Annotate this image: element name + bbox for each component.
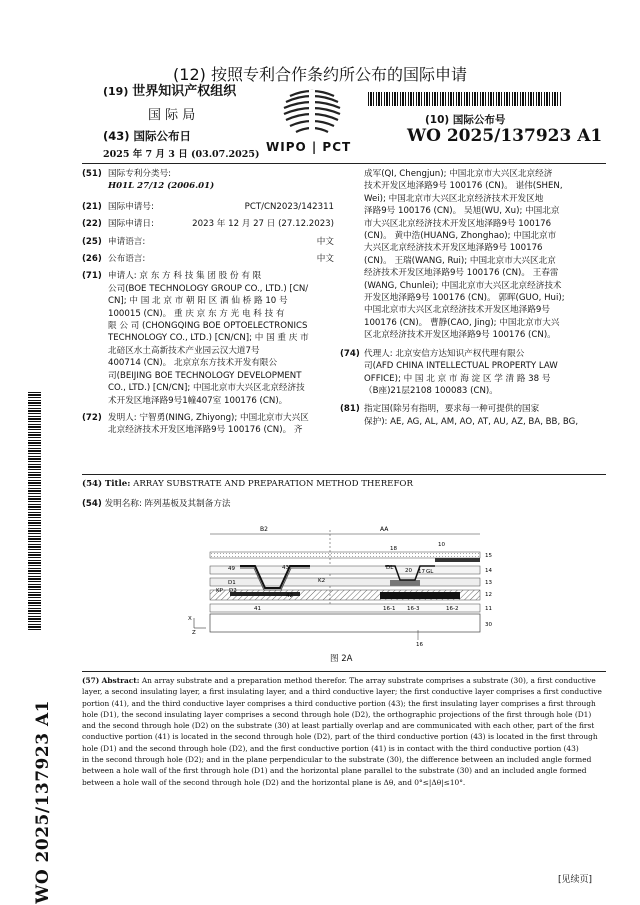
field-22: [82, 218, 334, 230]
left-column: [82, 168, 334, 437]
inventors-text: [108, 412, 334, 437]
abstract-divider: [82, 671, 606, 672]
field-25: [82, 236, 334, 248]
title-label: Title:: [104, 479, 131, 489]
text-line: (CN)。 王瑞(WANG, Rui); 中国北京市大兴区北京: [364, 255, 556, 266]
field-26: [82, 253, 334, 265]
text-line: 技术开发区地泽路9号 100176 (CN)。 谌伟(SHEN,: [364, 181, 563, 192]
field-code: (22): [82, 219, 102, 230]
text-line: （B座)21层2108 100083 (CN)。: [364, 385, 498, 396]
field-code: (54): [82, 479, 103, 489]
text-line: between a hole wall of the first through hole (D1) and the horizontal plane parallel to the substrate (30) and an included angle formed: [82, 766, 587, 776]
text-line: 中国北京市大兴区北京经济技术开发区地泽路9号: [364, 305, 550, 316]
label-16-1: 16-1: [383, 606, 396, 612]
text-line: 泽路9号 100176 (CN)。 吴旭(WU, Xu); 中国北京: [364, 206, 560, 217]
wipo-logo: [266, 88, 352, 158]
field-code: (74): [340, 348, 360, 359]
text-line: 司(AFD CHINA INTELLECTUAL PROPERTY LAW: [364, 361, 558, 372]
wipo-emblem-icon: [272, 88, 352, 144]
text-line: TECHNOLOGY CO., LTD.) [CN/CN]; 中 国 重 庆 市: [108, 333, 309, 344]
text-line: 发明人: 宁智勇(NING, Zhiyong); 中国北京市大兴区: [108, 412, 309, 423]
field-code: (54): [82, 499, 102, 509]
tft-gate: [380, 592, 460, 599]
states-text: [364, 403, 608, 428]
top-barcode: [368, 92, 561, 106]
text-line: 100015 (CN)。 重 庆 京 东 方 光 电 科 技 有: [108, 308, 285, 319]
pixel-electrode: [435, 558, 480, 562]
pub-no: WO 2025/137923 A1: [407, 126, 603, 146]
side-barcode: [28, 390, 41, 630]
label-49: 49: [228, 566, 235, 572]
text-line: hole (D1), the second insulating layer comprises a second through hole (D2), the orthographic projections of the first through hole (D1): [82, 709, 592, 719]
continued-note: [见续页]: [558, 875, 593, 885]
label-aa: AA: [380, 526, 389, 533]
field-code: (21): [82, 201, 102, 212]
label-15: 15: [485, 553, 492, 559]
abstract-line-0: [82, 675, 610, 686]
label-12: 12: [485, 592, 492, 598]
figure-caption: 图 2A: [330, 654, 353, 664]
text-line: 北碚区水土高新技术产业园云汉大道7号: [108, 345, 260, 356]
org-name: 世界知识产权组织: [132, 84, 237, 99]
text-line: CO., LTD.) [CN/CN]; 中国北京市大兴区北京经济技: [108, 383, 305, 394]
inventors-continued: [340, 168, 608, 342]
field-value: H01L 27/12 (2006.01): [108, 181, 215, 192]
label-16-3: 16-3: [407, 606, 420, 612]
abstract-label: Abstract:: [101, 676, 140, 685]
text-line: CN]; 中 国 北 京 市 朝 阳 区 酒 仙 桥 路 10 号: [108, 296, 288, 307]
text-line: hole (D1) and the second through hole (D2), and the first conductive portion (41) is in contact with the third conductive portion (43): [82, 743, 579, 753]
field-code: (26): [82, 254, 102, 265]
field-value: 中文: [316, 236, 334, 247]
field-81: [340, 403, 608, 428]
text-line: portion (41), and the third conductive layer comprises a third conductive portion (43); the first insulating layer comprises a first through: [82, 698, 596, 708]
org-line: [103, 86, 236, 98]
text-line: 市大兴区北京经济技术开发区地泽路9号 100176: [364, 218, 552, 229]
abstract: [82, 675, 610, 788]
field-value: 2023 年 12 月 27 日 (27.12.2023): [192, 219, 334, 230]
field-74: [340, 348, 608, 398]
text-line: layer, a second insulating layer, a first insulating layer, and a third conductive layer; the first conductive layer comprises a first conductive: [82, 687, 602, 697]
text-line: OFFICE); 中 国 北 京 市 海 淀 区 学 清 路 38 号: [364, 373, 551, 384]
label-dl: DL: [386, 565, 394, 571]
label-14: 14: [485, 568, 492, 574]
field-label: 国际申请日:: [108, 219, 154, 230]
field-71: [82, 270, 334, 406]
text-line: conductive portion (41) is located in the second through hole (D2), part of the third conductive portion (43) is located in the first through: [82, 732, 598, 742]
field-label: 国际专利分类号:: [108, 169, 172, 179]
field-code: (81): [340, 404, 360, 415]
field-51: [82, 168, 334, 193]
label-b2: B2: [260, 526, 268, 533]
label-41: 41: [254, 606, 261, 612]
pub-date: 2025 年 7 月 3 日 (03.07.2025): [103, 149, 260, 160]
field-label: 国际申请号:: [108, 201, 154, 212]
label-16-2: 16-2: [446, 606, 459, 612]
text-line: Wei); 中国北京市大兴区北京经济技术开发区地: [364, 193, 544, 204]
text-line: 司(BEIJING BOE TECHNOLOGY DEVELOPMENT: [108, 370, 302, 381]
text-line: between a hole wall of the second through hole (D2) and the horizontal plane is Δθ, and 0°≤|Δθ|≤10°.: [82, 777, 466, 787]
bureau: 国 际 局: [148, 108, 196, 123]
text-line: 指定国(除另有指明，要求每一种可提供的国家: [364, 404, 540, 415]
layer-14: [210, 566, 480, 574]
tft-island: [390, 580, 420, 586]
text-line: in the second through hole (D2); and in the plane perpendicular to the substrate (30), the difference between an included angle formed: [82, 755, 592, 765]
text-line: 代理人: 北京安信方达知识产权代理有限公: [364, 348, 525, 359]
title-divider-top: [82, 474, 606, 475]
field-code: (25): [82, 236, 102, 247]
text-line: 400714 (CN)。 北京京东方技术开发有限公: [108, 358, 278, 369]
label-43: 43: [282, 565, 289, 571]
substrate-30: [210, 614, 480, 632]
field-value: 中文: [316, 254, 334, 265]
text-line: 限 公 司 (CHONGQING BOE OPTOELECTRONICS: [108, 321, 308, 332]
title-en: [82, 478, 413, 490]
label-z: Z: [192, 630, 196, 636]
text-line: 术开发区地泽路9号1幢407室 100176 (CN)。: [108, 395, 288, 406]
text-line: 100176 (CN)。 曹静(CAO, Jing); 中国北京市大兴: [364, 317, 560, 328]
org-code: (19): [103, 85, 129, 98]
layer-13: [210, 578, 480, 586]
document-title: (12) 按照专利合作条约所公布的国际申请: [173, 65, 467, 84]
label-16: 16: [416, 642, 423, 648]
label-d2: D2: [229, 588, 237, 594]
label-30: 30: [485, 622, 492, 628]
title-value: 阵列基板及其制备方法: [144, 499, 231, 509]
text-line: 保护): AE, AG, AL, AM, AO, AT, AU, AZ, BA, BB, BG,: [364, 416, 579, 427]
text-line: 北京经济技术开发区地泽路9号 100176 (CN)。 齐: [108, 425, 303, 436]
label-11: 11: [485, 606, 492, 612]
layer-15: [210, 552, 480, 558]
title-value: ARRAY SUBSTRATE AND PREPARATION METHOD THEREFOR: [133, 479, 413, 489]
label-kp: KP: [216, 588, 223, 594]
side-pub-number: WO 2025/137923 A1: [33, 700, 53, 904]
agent-text: [364, 348, 608, 398]
figure-2a: [180, 522, 510, 662]
text-line: 经济技术开发区地泽路9号 100176 (CN)。 王春雷: [364, 268, 559, 279]
text-line: 成军(QI, Chengjun); 中国北京市大兴区北京经济: [364, 169, 553, 179]
field-72: [82, 412, 334, 437]
label-42: 42: [286, 593, 293, 599]
field-label: 公布语言:: [108, 254, 146, 265]
label-k2: K2: [318, 578, 326, 584]
label-17: 17: [418, 569, 425, 575]
label-10: 10: [438, 542, 445, 548]
label-gl: GL: [426, 569, 434, 575]
label-20: 20: [405, 568, 412, 574]
text-line: 开发区地泽路9号 100176 (CN)。 郭晖(GUO, Hui);: [364, 293, 565, 304]
label-d1: D1: [228, 580, 236, 586]
field-code: (71): [82, 271, 102, 282]
right-column: [340, 168, 608, 428]
pub-no-label: (10) 国际公布号: [425, 114, 506, 126]
pub-date-label: (43) 国际公布日: [103, 129, 192, 143]
title-cn: [82, 498, 231, 510]
applicants-text: [108, 270, 334, 406]
label-x: X: [188, 616, 192, 622]
text-line: (WANG, Chunlei); 中国北京市大兴区北京经济技术: [364, 280, 562, 291]
logo-text: WIPO | PCT: [266, 140, 352, 154]
field-value: PCT/CN2023/142311: [244, 201, 334, 212]
text-line: and the second through hole (D2) on the substrate (30) at least partially overlap and are communicated with each other, part of the first: [82, 721, 595, 731]
layer-11: [210, 604, 480, 612]
text-line: An array substrate and a preparation method therefor. The array substrate comprises a substrate (30), a first conductive: [141, 676, 596, 685]
text-line: 申请人: 京 东 方 科 技 集 团 股 份 有 限: [108, 271, 262, 282]
text-line: (CN)。 黄中浩(HUANG, Zhonghao); 中国北京市: [364, 231, 557, 242]
text-line: 区北京经济技术开发区地泽路9号 100176 (CN)。: [364, 330, 556, 341]
field-21: [82, 201, 334, 213]
cross-section-diagram: [180, 522, 510, 662]
label-13: 13: [485, 580, 492, 586]
field-code: (51): [82, 169, 102, 179]
header-divider: [82, 163, 606, 164]
field-label: 申请语言:: [108, 236, 146, 247]
text-line: 公司(BOE TECHNOLOGY GROUP CO., LTD.) [CN/: [108, 283, 309, 294]
title-label: 发明名称:: [104, 499, 142, 509]
field-code: (72): [82, 412, 102, 423]
field-code: (57): [82, 676, 100, 685]
label-18: 18: [390, 546, 397, 552]
text-line: 大兴区北京经济技术开发区地泽路9号 100176: [364, 243, 543, 254]
